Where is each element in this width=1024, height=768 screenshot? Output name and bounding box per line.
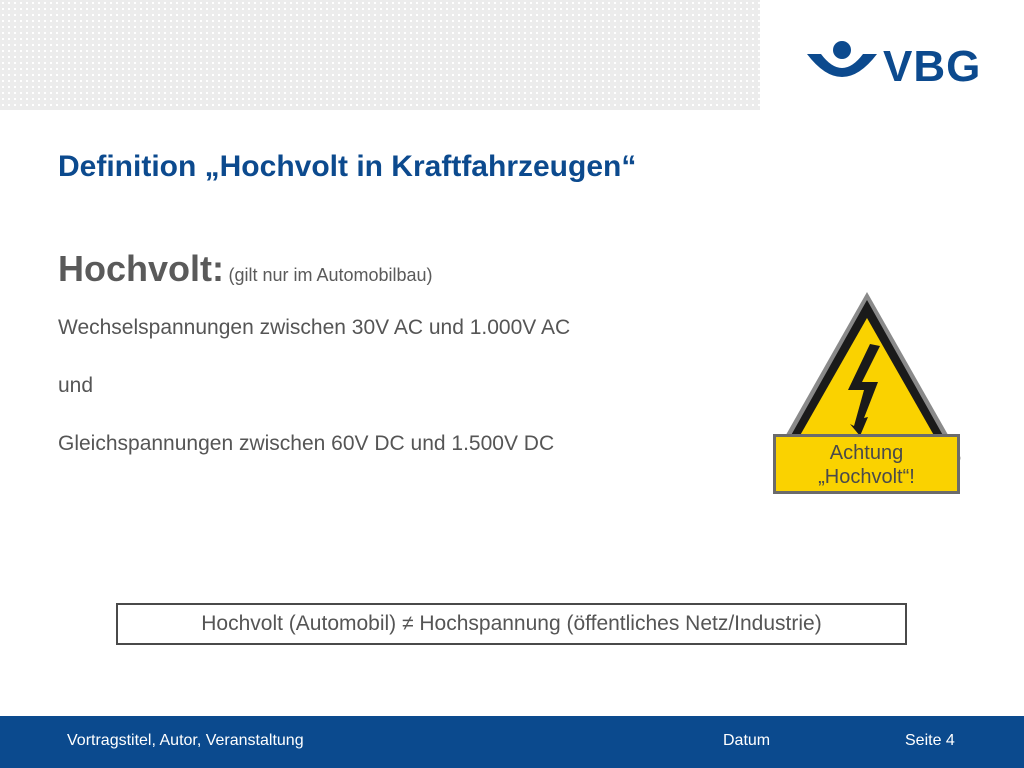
vbg-logo [805,38,982,98]
footer-bar [0,716,1024,768]
subheading [58,248,433,290]
warning-label [773,434,960,494]
subheading-term: Hochvolt: [58,248,224,289]
warning-label-line-1: Achtung [829,442,904,464]
ac-range-line: Wechselspannungen zwischen 30V AC und 1.000V AC [58,316,571,339]
footer-page-number: Seite 4 [905,732,955,749]
dc-range-line: Gleichspannungen zwischen 60V DC und 1.500V DC [58,432,555,455]
footer-presentation-info: Vortragstitel, Autor, Veranstaltung [67,732,304,749]
footer-date: Datum [723,732,771,749]
subheading-note: (gilt nur im Automobilbau) [228,265,433,285]
header-pattern [0,0,760,110]
logo-text: VBG [883,42,982,91]
page-title: Definition „Hochvolt in Kraftfahrzeugen“ [58,150,637,183]
vbg-logo-icon [805,38,879,98]
warning-label-line-2: „Hochvolt“! [818,466,915,488]
note-box: Hochvolt (Automobil) ≠ Hochspannung (öffentliches Netz/Industrie) [116,603,907,645]
conjunction-line: und [58,374,94,397]
